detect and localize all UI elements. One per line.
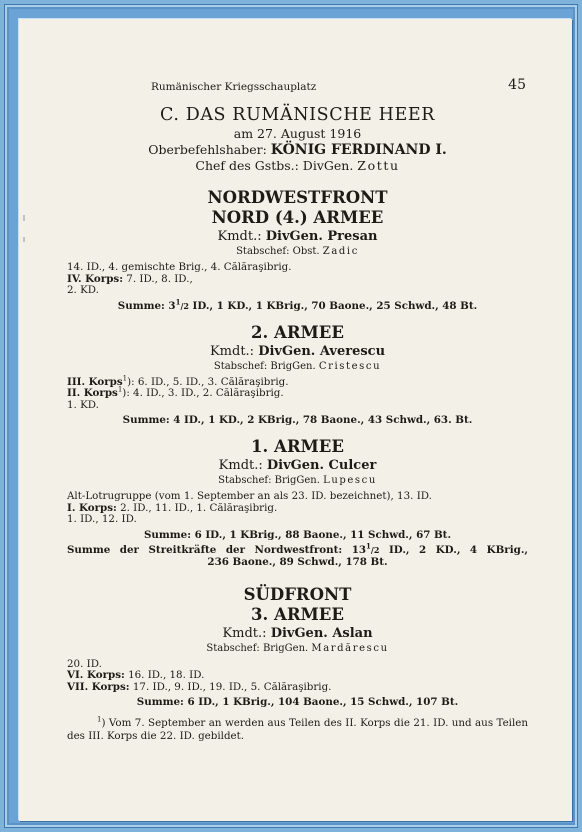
book-page xyxy=(19,19,572,821)
unit-line xyxy=(67,682,528,694)
stab-label: Stabschef: BrigGen. xyxy=(218,475,320,486)
footnote xyxy=(67,717,528,742)
army-commander xyxy=(67,343,528,360)
stab-label: Stabschef: BrigGen. xyxy=(206,642,309,654)
fraction-denominator: /2 xyxy=(370,544,380,555)
army-block-1 xyxy=(67,437,528,542)
corps-label: II. Korps xyxy=(67,387,118,399)
footnote-text: ) Vom 7. September an werden aus Teilen des II. Korps die 21. ID. und aus Teilen des III. Korps die 22. ID. gebildet. xyxy=(67,717,528,742)
unit-text: ): 6. ID., 5. ID., 3. Călăraşibrig. xyxy=(127,375,289,388)
commander-line xyxy=(67,142,528,158)
kmdt-label: Kmdt.: xyxy=(222,625,267,641)
unit-text: 1. KD. xyxy=(67,398,99,411)
corps-label: IV. Korps: xyxy=(67,272,123,285)
front-total-line2: 236 Baone., 89 Schwd., 178 Bt. xyxy=(207,556,388,568)
show-through-mark xyxy=(23,215,25,221)
footnote-marker: 1 xyxy=(97,715,102,724)
stab-label: Stabschef: Obst. xyxy=(236,246,320,257)
section-title: C. DAS RUMÄNISCHE HEER xyxy=(160,105,435,125)
kmdt-label: Kmdt.: xyxy=(209,343,255,359)
unit-text: 16. ID., 18. ID. xyxy=(124,669,205,681)
corps-label: I. Korps: xyxy=(67,501,117,514)
running-title: Rumänischer Kriegsschauplatz xyxy=(151,81,317,93)
commander-label: Oberbefehlshaber: xyxy=(148,142,267,157)
chief-label: Chef des Gstbs.: DivGen. xyxy=(195,158,354,173)
corps-label: VII. Korps: xyxy=(67,680,130,693)
unit-text: 2. ID., 11. ID., 1. Călăraşibrig. xyxy=(116,501,278,514)
front-total-line1 xyxy=(67,541,528,557)
unit-text: 17. ID., 9. ID., 19. ID., 5. Călăraşibrig. xyxy=(129,680,332,693)
unit-text: 2. KD. xyxy=(67,284,99,296)
army-commander xyxy=(67,457,528,474)
front-title-nordwest: NORDWESTFRONT xyxy=(207,188,388,207)
army-chief xyxy=(67,245,528,258)
stab-name: Lupescu xyxy=(323,475,377,486)
kmdt-label: Kmdt.: xyxy=(217,229,262,244)
stab-name: Zadic xyxy=(322,246,359,257)
army-title: NORD (4.) ARMEE xyxy=(211,208,384,227)
unit-text: 7. ID., 8. ID., xyxy=(123,272,193,285)
stab-label: Stabschef: BrigGen. xyxy=(213,360,316,372)
unit-line xyxy=(67,514,528,526)
unit-line xyxy=(67,285,528,297)
unit-text: 20. ID. xyxy=(67,657,102,670)
kmdt-name: DivGen. Presan xyxy=(265,229,378,244)
page-content xyxy=(67,75,528,742)
footnote-ref: 1 xyxy=(117,385,123,394)
army-chief xyxy=(67,474,528,487)
fraction-numerator: 1 xyxy=(175,297,181,307)
corps-label: VI. Korps: xyxy=(67,669,125,681)
sum-text: ID., 1 KD., 1 KBrig., 70 Baone., 25 Schwd., 48 Bt. xyxy=(188,299,478,312)
army-summary: Summe: 6 ID., 1 KBrig., 104 Baone., 15 Schwd., 107 Bt. xyxy=(136,696,459,708)
show-through-mark xyxy=(23,237,25,242)
chief-name: Zottu xyxy=(357,158,400,173)
unit-line xyxy=(67,274,528,286)
army-chief xyxy=(67,642,528,655)
front-total-summary xyxy=(67,541,528,569)
unit-line xyxy=(67,385,528,400)
kmdt-name: DivGen. Averescu xyxy=(258,343,386,359)
front-title-sued: SÜDFRONT xyxy=(243,584,352,604)
army-summary xyxy=(67,297,528,313)
army-title: 2. ARMEE xyxy=(251,322,344,342)
army-commander xyxy=(67,625,528,642)
page-number: 45 xyxy=(508,77,526,93)
army-chief xyxy=(67,360,528,373)
unit-line xyxy=(67,400,528,412)
kmdt-name: DivGen. Culcer xyxy=(266,458,377,473)
chief-line xyxy=(67,158,528,174)
army-block-nord xyxy=(67,208,528,313)
section-date: am 27. August 1916 xyxy=(233,126,362,141)
fraction-denominator: /2 xyxy=(180,300,189,311)
unit-text: Alt-Lotrugruppe (vom 1. September an als 23. ID. bezeichnet), 13. ID. xyxy=(67,490,432,502)
kmdt-label: Kmdt.: xyxy=(218,458,263,473)
running-head xyxy=(67,75,528,99)
army-title: 3. ARMEE xyxy=(251,604,344,624)
army-block-2 xyxy=(67,323,528,428)
sum-text: ID., 2 KD., 4 KBrig., xyxy=(379,543,528,556)
unit-text: 14. ID., 4. gemischte Brig., 4. Călăraşibrig. xyxy=(67,261,292,273)
army-title: 1. ARMEE xyxy=(251,437,344,456)
corps-label: III. Korps xyxy=(67,375,123,388)
army-commander xyxy=(67,228,528,245)
footnote-ref: 1 xyxy=(122,374,128,383)
army-block-3 xyxy=(67,605,528,710)
army-summary: Summe: 4 ID., 1 KD., 2 KBrig., 78 Baone., 43 Schwd., 63. Bt. xyxy=(122,414,473,426)
army-summary: Summe: 6 ID., 1 KBrig., 88 Baone., 11 Schwd., 67 Bt. xyxy=(143,528,452,541)
stab-name: Cristescu xyxy=(318,360,382,372)
unit-text: 1. ID., 12. ID. xyxy=(67,513,137,525)
photo-frame xyxy=(4,4,578,828)
fraction-numerator: 1 xyxy=(366,541,371,551)
commander-name: KÖNIG FERDINAND I. xyxy=(270,142,447,158)
kmdt-name: DivGen. Aslan xyxy=(270,625,373,641)
stab-name: Mardărescu xyxy=(311,642,389,654)
sum-text: Summe der Streitkräfte der Nordwestfront: 13 xyxy=(67,543,367,556)
unit-text: ): 4. ID., 3. ID., 2. Călăraşibrig. xyxy=(122,387,284,399)
sum-text: Summe: 3 xyxy=(117,299,176,312)
